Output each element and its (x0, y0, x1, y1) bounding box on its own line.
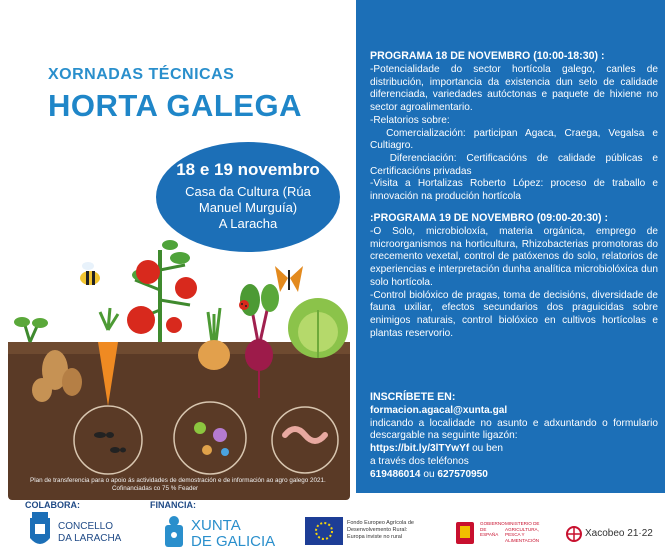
signup-phones (370, 469, 658, 482)
phone-separator: ou (420, 468, 438, 480)
xacobeo-shell-icon (566, 526, 582, 542)
phone-1[interactable]: 619486014 (370, 468, 421, 480)
signup-text: indicando a localidade no asunto e adxuntando o formulario descargable na seguinte ligazón: (370, 417, 658, 442)
program1-line: -Potencialidade do sector hortícola galego, canles de distribución, importancia da existencia dun selo de calidade diferenciada, variedades autóctonas e paquete de hixiene no sector agroalimentario. (370, 64, 658, 114)
feader-line-2: Desenvolvemento Rural: (347, 527, 408, 533)
program2-body (370, 226, 658, 340)
concello-line-1: CONCELLO (58, 521, 114, 532)
vegetable-garden-illustration (0, 230, 355, 500)
event-date: 18 e 19 novembro (176, 160, 320, 179)
funding-note: Cofinanciadas co 75 % Feader (112, 485, 199, 492)
concello-line-2: DA LARACHA (58, 533, 122, 544)
program1-heading: PROGRAMA 18 DE NOVEMBRO (10:00-18:30) : (370, 50, 605, 62)
feader-line-3: Europa inviste no rural (347, 534, 403, 540)
signup-heading: INSCRÍBETE EN: (370, 391, 456, 403)
signup-phones-intro: a través dos teléfonos (370, 455, 469, 467)
program-panel (356, 0, 665, 493)
onion-icon (198, 308, 230, 370)
program1-line: -Visita a Hortalizas Roberto López: proceso de traballo e innovación na produción hortícola (370, 178, 658, 203)
program2-line: -O Solo, microbioloxía, materia orgánica, emprego de microorganismos na horticultura, Rhizobacterias promotoras do crecemento vexetal, control de patóxenos do solo, relatorios de experiencias e interpretación dunha analítica microbiolóxica dun solo hortícola. (370, 226, 658, 288)
feader-line-1: Fondo Europeo Agrícola de (347, 520, 414, 526)
event-title: HORTA GALEGA (48, 88, 302, 123)
illustration-footnote: Plan de transferencia para o apoio ás actividades de demostración e de información ao agro galego 2021. (30, 477, 326, 484)
signup-body (370, 405, 658, 481)
financia-label: FINANCIA: (150, 500, 196, 510)
eu-flag-icon (305, 517, 343, 545)
program1-body (370, 64, 661, 204)
signup-link-line (370, 443, 658, 456)
tomato-plant-icon (127, 240, 197, 342)
phone-2[interactable]: 627570950 (437, 468, 488, 480)
gobierno-text: GOBIERNO DE ESPAÑA (480, 521, 505, 537)
bee-icon (80, 262, 100, 285)
venue-line-2: Manuel Murguía) (198, 200, 298, 215)
spain-coat-of-arms-icon (452, 518, 478, 546)
program1-line: Diferenciación: Certificacións de calidade públicas e Certificacións privadas (370, 152, 661, 177)
venue-line-1: Casa da Cultura (Rúa (185, 184, 311, 199)
butterfly-icon (275, 266, 303, 292)
feader-text (347, 520, 414, 541)
xunta-line-2: DE GALICIA (191, 533, 276, 550)
program1-line: -Relatorios sobre: (370, 114, 450, 126)
xunta-line-1: XUNTA (191, 517, 241, 534)
event-subtitle: XORNADAS TÉCNICAS (48, 66, 235, 83)
program2-line: -Control biolóxico de pragas, toma de decisións, diversidade de fauna uxiliar, efectos secundarios dos praguicidas sobre enimigos naturais, control biolóxico en cultivos hortícolas e plantas reservorio. (370, 289, 658, 339)
cabbage-icon (288, 298, 348, 358)
concello-shield-icon (28, 512, 52, 550)
program2-heading: :PROGRAMA 19 DE NOVEMBRO (09:00-20:30) : (370, 212, 609, 224)
signup-link-suffix: ou ben (469, 443, 503, 455)
xunta-crest-icon (163, 515, 185, 549)
signup-link[interactable]: https://bit.ly/3lTYwYf (370, 443, 470, 455)
ministerio-text: MINISTERIO DE AGRICULTURA, PESCA Y ALIMENTACIÓN (505, 521, 540, 543)
signup-email[interactable]: formacion.agacal@xunta.gal (370, 405, 508, 416)
venue-line-3: A Laracha (218, 216, 278, 231)
program1-line: Comercialización: participan Agaca, Craega, Vegalsa e Cultiagro. (370, 127, 661, 152)
colabora-label: COLABORA: (25, 500, 80, 510)
ladybug-icon (239, 300, 249, 310)
xacobeo-text: Xacobeo 21·22 (585, 528, 653, 539)
